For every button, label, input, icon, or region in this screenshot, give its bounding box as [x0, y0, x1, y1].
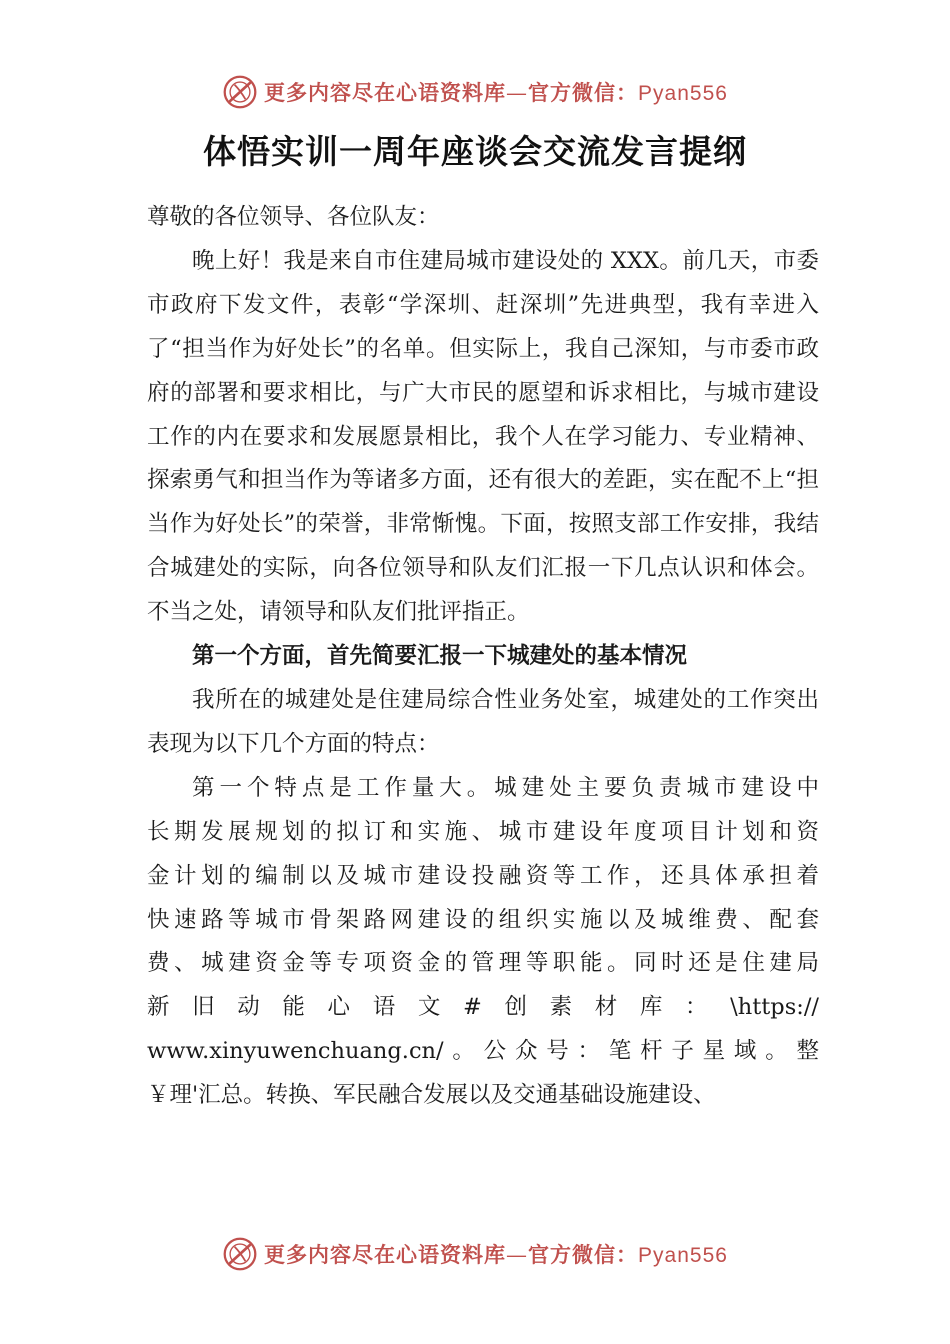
document-body: [147, 196, 819, 1118]
paragraph-line: 第一个特点是工作量大。城建处主要负责城市建设中: [192, 774, 819, 801]
workload-paragraph: [147, 767, 819, 1118]
banner-text: 更多内容尽在心语资料库—官方微信：Pyan556: [264, 1242, 728, 1267]
section-heading: 第一个方面，首先简要汇报一下城建处的基本情况: [192, 643, 688, 670]
banner-text: 更多内容尽在心语资料库—官方微信：Pyan556: [264, 80, 728, 105]
circular-seal-logo-icon: [222, 74, 258, 110]
paragraph-line: 快速路等城市骨架路网建设的组织实施以及城维费、配套: [147, 906, 819, 933]
page-title: 体悟实训一周年座谈会交流发言提纲: [203, 132, 747, 171]
header-watermark-banner: [0, 70, 950, 114]
overview-paragraph: 我所在的城建处是住建局综合性业务处室，城建处的工作突出表现为以下几个方面的特点：: [147, 686, 819, 757]
paragraph-line: 费、城建资金等专项资金的管理等职能。同时还是住建局: [147, 950, 819, 977]
intro-paragraph: 晚上好！我是来自市住建局城市建设处的 XXX。前几天，市委市政府下发文件，表彰“学深圳、赶深圳”先进典型，我有幸进入了“担当作为好处长”的名单。但实际上，我自己深知，与市委市政府的部署和要求相比，与广大市民的愿望和诉求相比，与城市建设工作的内在要求和发展愿景相比，我个人在学习能力、专业精神、探索勇气和担当作为等诸多方面，还有很大的差距，实在配不上“担当作为好处长”的荣誉，非常惭愧。下面，按照支部工作安排，我结合城建处的实际，向各位领导和队友们汇报一下几点认识和体会。不当之处，请领导和队友们批评指正。: [147, 247, 819, 626]
paragraph-line: 新旧动能心语文#创素材库：\https://: [147, 994, 819, 1021]
paragraph-line: 长期发展规划的拟订和实施、城市建设年度项目计划和资: [147, 818, 819, 845]
greeting-paragraph: 尊敬的各位领导、各位队友：: [147, 204, 440, 230]
paragraph-line: www.xinyuwenchuang.cn/。公众号：笔杆子星域。整: [147, 1038, 819, 1065]
circular-seal-logo-icon: [222, 1236, 258, 1272]
paragraph-line: 金计划的编制以及城市建设投融资等工作，还具体承担着: [147, 862, 819, 889]
footer-watermark-banner: [0, 1232, 950, 1276]
paragraph-line: ￥理'汇总。转换、军民融合发展以及交通基础设施建设、: [147, 1082, 716, 1109]
